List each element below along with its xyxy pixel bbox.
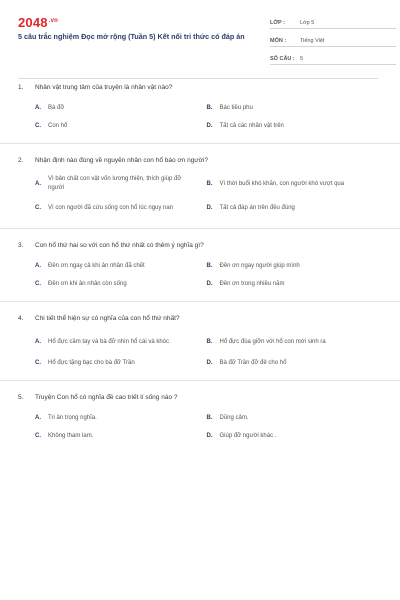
option-text: Đền ơn ngay người giúp mình xyxy=(219,262,300,269)
option-letter: B. xyxy=(206,263,213,269)
header-separator xyxy=(18,78,378,79)
option-a[interactable] xyxy=(35,330,207,354)
option-c[interactable] xyxy=(35,427,207,445)
question-prompt: Truyện Con hổ có nghĩa đề cao triết lí sống nào ? xyxy=(35,393,178,401)
meta-label: SỐ CÂU : xyxy=(270,56,295,62)
option-b[interactable] xyxy=(207,330,379,354)
option-c[interactable] xyxy=(35,117,207,135)
meta-value: 5 xyxy=(300,56,304,62)
question-2 xyxy=(18,153,378,229)
question-number: 4. xyxy=(18,314,24,322)
option-a[interactable] xyxy=(35,99,207,117)
question-prompt: Chi tiết thể hiện sự có nghĩa của con hổ thứ nhất? xyxy=(35,314,180,322)
option-letter: D. xyxy=(206,281,213,287)
meta-row-question-count xyxy=(270,50,396,65)
option-text: Đền ơn ngay cả khi ân nhân đã chết xyxy=(48,262,145,269)
option-text: Vì con người đã cứu sống con hổ lúc nguy nan xyxy=(48,204,174,211)
header xyxy=(18,0,378,80)
question-divider xyxy=(0,143,400,144)
question-text xyxy=(18,238,378,252)
question-divider xyxy=(0,301,400,302)
option-grid xyxy=(18,99,378,135)
question-divider xyxy=(0,228,400,229)
option-letter: A. xyxy=(35,181,41,187)
option-letter: D. xyxy=(206,360,213,366)
question-number: 3. xyxy=(18,241,24,249)
question-prompt: Nhân vật trung tâm của truyện là nhân vật nào? xyxy=(35,83,173,91)
option-c[interactable] xyxy=(35,275,207,293)
option-text: Hổ đực cầm tay và bà đỡ nhìn hổ cái và khóc xyxy=(48,338,170,345)
option-text: Đền ơn trong nhiều năm xyxy=(219,280,285,287)
meta-label: LỚP : xyxy=(270,20,285,26)
option-text: Bà đỡ Trần đỡ đẻ cho hổ xyxy=(219,359,287,366)
document-title: 5 câu trắc nghiệm Đọc mở rộng (Tuần 5) Kết nối tri thức có đáp án xyxy=(18,32,245,41)
option-letter: D. xyxy=(206,205,213,211)
option-a[interactable] xyxy=(35,409,207,427)
question-number: 1. xyxy=(18,83,24,91)
option-letter: C. xyxy=(35,433,41,439)
option-b[interactable] xyxy=(207,99,379,117)
question-text xyxy=(18,153,378,167)
option-letter: C. xyxy=(35,123,41,129)
question-4 xyxy=(18,311,378,381)
option-text: Hổ đực tặng bạc cho bà đỡ Trần xyxy=(48,359,135,366)
option-grid xyxy=(18,409,378,445)
option-letter: A. xyxy=(35,105,41,111)
question-prompt: Nhận định nào đúng về nguyên nhân con hổ báo ơn người? xyxy=(35,156,208,164)
question-text xyxy=(18,80,378,94)
option-letter: A. xyxy=(35,339,41,345)
option-letter: D. xyxy=(206,123,213,129)
option-c[interactable] xyxy=(35,354,207,372)
option-d[interactable] xyxy=(207,196,379,220)
option-letter: C. xyxy=(35,205,41,211)
option-text: Tất cả các nhân vật trên xyxy=(219,122,284,129)
question-5 xyxy=(18,390,378,445)
option-letter: C. xyxy=(35,360,41,366)
option-letter: A. xyxy=(35,263,41,269)
option-a[interactable] xyxy=(35,172,207,196)
meta-info xyxy=(270,14,396,68)
meta-row-class xyxy=(270,14,396,29)
option-text: Con hổ xyxy=(48,122,68,129)
option-text: Tri ân trọng nghĩa. xyxy=(48,414,97,421)
option-letter: B. xyxy=(206,339,213,345)
option-letter: D. xyxy=(206,433,213,439)
option-grid xyxy=(18,172,378,220)
question-1 xyxy=(18,80,378,144)
option-c[interactable] xyxy=(35,196,207,220)
option-text: Đền ơn khi ân nhân còn sống xyxy=(48,280,127,287)
option-text: Không tham lam. xyxy=(48,432,94,439)
question-divider xyxy=(0,380,400,381)
option-letter: B. xyxy=(206,415,213,421)
option-text: Giúp đỡ người khác . xyxy=(219,432,277,439)
question-text xyxy=(18,311,378,325)
meta-value: Tiếng Việt xyxy=(300,38,325,44)
option-d[interactable] xyxy=(207,354,379,372)
option-a[interactable] xyxy=(35,257,207,275)
option-letter: B. xyxy=(206,181,213,187)
option-text: Bà đỡ xyxy=(48,104,65,111)
logo-sub: .vn xyxy=(48,17,59,24)
question-number: 2. xyxy=(18,156,24,164)
option-text: Tất cả đáp án trên đều đúng xyxy=(219,204,295,211)
option-text: Hổ đực đùa giỡn với hổ con mới sinh ra xyxy=(219,338,326,345)
meta-row-subject xyxy=(270,32,396,47)
question-prompt: Con hổ thứ hai so với con hổ thứ nhất có thêm ý nghĩa gì? xyxy=(35,241,204,249)
logo-main: 2048 xyxy=(18,15,48,30)
option-d[interactable] xyxy=(207,275,379,293)
option-d[interactable] xyxy=(207,427,379,445)
question-3 xyxy=(18,238,378,302)
option-grid xyxy=(18,257,378,293)
option-text: Vì bản chất con vật vốn lương thiện, thích giúp đỡ người xyxy=(48,176,182,191)
question-text xyxy=(18,390,378,404)
meta-label: MÔN : xyxy=(270,38,287,44)
option-text: Dũng cảm. xyxy=(219,414,249,421)
option-b[interactable] xyxy=(207,257,379,275)
option-text: Vì thời buổi khó khăn, con người khó vượt qua xyxy=(219,180,345,187)
option-d[interactable] xyxy=(207,117,379,135)
meta-value: Lớp 5 xyxy=(300,20,315,26)
question-list xyxy=(18,80,378,445)
option-text: Bác tiều phu xyxy=(219,104,253,111)
question-number: 5. xyxy=(18,393,24,401)
option-letter: A. xyxy=(35,415,41,421)
option-b[interactable] xyxy=(207,409,379,427)
option-letter: C. xyxy=(35,281,41,287)
site-logo[interactable] xyxy=(18,15,58,30)
option-b[interactable] xyxy=(207,172,379,196)
option-grid xyxy=(18,330,378,372)
option-letter: B. xyxy=(206,105,213,111)
